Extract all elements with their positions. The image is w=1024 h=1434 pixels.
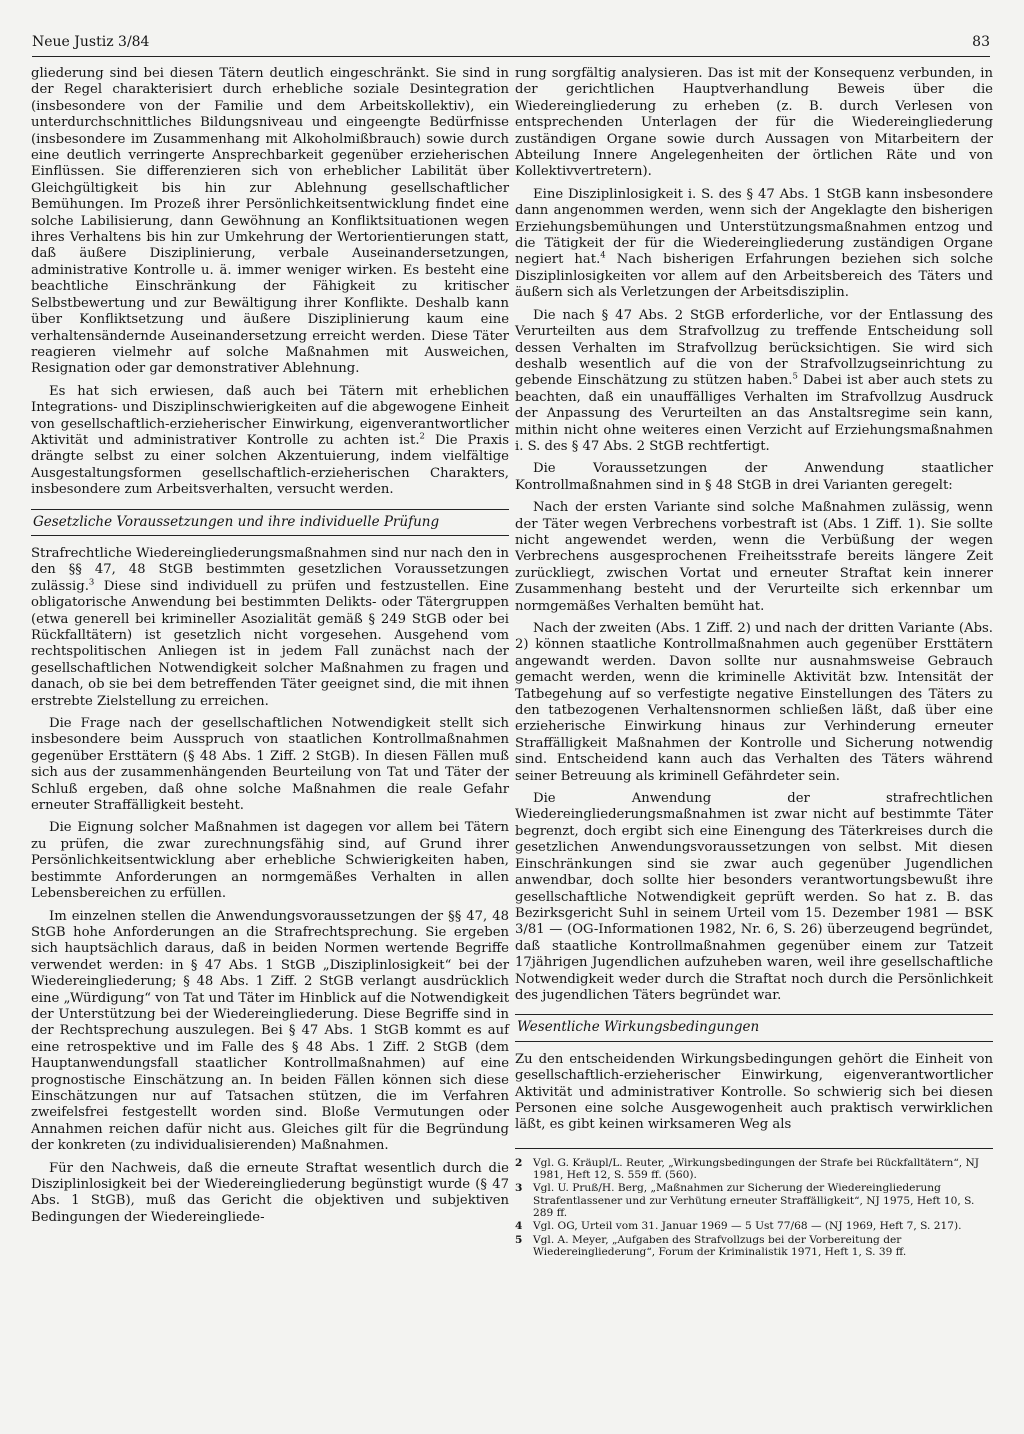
paragraph: Die Frage nach der gesellschaftlichen Notwendigkeit stellt sich insbesondere beim Ausspruch von staatlichen Kontrollmaßnahmen gegenüber Ersttätern (§ 48 Abs. 1 Ziff. 2 StGB). In diesen Fällen muß sich aus der zusammenhängenden Beurteilung von Tat und Täter der Schluß ergeben, daß ohne solche Maßnahmen die reale Gefahr erneuter Straffälligkeit besteht. <box>31 716 509 814</box>
section-heading: Gesetzliche Voraussetzungen und ihre individuelle Prüfung <box>31 509 509 536</box>
footnote-number: 3 <box>515 1182 523 1195</box>
footnote-number: 5 <box>515 1233 523 1246</box>
paragraph: Nach der ersten Variante sind solche Maßnahmen zulässig, wenn der Täter wegen Verbrechens vorbestraft ist (Abs. 1 Ziff. 1). Sie sollte nicht angewendet werden, wenn die Verbüßung der wegen Verbrechens ausgesprochenen Freiheitsstrafe bereits längere Zeit zurückliegt, zwischen Vortat und erneuter Straftat kein innerer Zusammenhang besteht und der Verurteilte sich erkennbar um normgemäßes Verhalten bemüht hat. <box>515 500 993 614</box>
footnote <box>515 1182 993 1219</box>
footnote-ref[interactable]: 2 <box>419 431 425 442</box>
paragraph: Eine Disziplinlosigkeit i. S. des § 47 Abs. 1 StGB kann insbesondere dann angenommen werden, wenn sich der Angeklagte den bisherigen Erziehungsbemühungen und Unterstützungsmaßnahmen entzog und die Tätigkeit der für die Wiedereingliederung zuständigen Organe negiert hat.$^4$ Nach bisherigen Erfahrungen beziehen sich solche Disziplinlosigkeiten vor allem auf den Arbeitsbereich des Täters und äußern sich als Verletzungen der Arbeitsdisziplin. <box>515 186 993 301</box>
paragraph: rung sorgfältig analysieren. Das ist mit der Konsequenz verbunden, in der gerichtlichen Hauptverhandlung Beweis über die Wiedereingliederung zu erheben (z. B. durch Verlesen von entsprechenden Unterlagen der für die Wiedereingliederung zuständigen Organe sowie durch Aussagen von Mitarbeitern der Abteilung Innere Angelegenheiten der örtlichen Räte und von Kollektivvertretern). <box>515 66 993 180</box>
footnote-ref[interactable]: 4 <box>600 251 606 262</box>
section-heading: Wesentliche Wirkungsbedingungen <box>515 1014 993 1041</box>
footnote-text: Vgl. A. Meyer, „Aufgaben des Strafvollzugs bei der Vorbereitung der Wiedereingliederung“, Forum der Kriminalistik 1971, Heft 1, S. 39 ff. <box>533 1233 907 1258</box>
right-column <box>515 66 993 1259</box>
paragraph: Die nach § 47 Abs. 2 StGB erforderliche, vor der Entlassung des Verurteilten aus dem Strafvollzug zu treffende Entscheidung soll dessen Verhalten im Strafvollzug berücksichtigen. Sie wird sich deshalb wesentlich auf die von der Strafvollzugseinrichtung zu gebende Einschätzung zu stützen haben.$^5$ Dabei ist aber auch stets zu beachten, daß ein unauffälliges Verhalten im Strafvollzug Ausdruck der Anpassung des Verurteilten an das Anstaltsregime sein kann, mithin nicht ohne weiteres einen Verzicht auf Erziehungsmaßnahmen i. S. des § 47 Abs. 2 StGB rechtfertigt. <box>515 307 993 454</box>
paragraph: Die Anwendung der strafrechtlichen Wiedereingliederungsmaßnahmen ist zwar nicht auf bestimmte Täter begrenzt, doch ergibt sich eine Einengung des Täterkreises durch die gesetzlichen Anwendungsvoraussetzungen von selbst. Mit diesen Einschränkungen sind sie zwar auch gegenüber Jugendlichen anwendbar, doch sollte hier besonders verantwortungsbewußt ihre gesellschaftliche Notwendigkeit geprüft werden. So hat z. B. das Bezirksgericht Suhl in seinem Urteil vom 15. Dezember 1981 — BSK 3/81 — (OG-Informationen 1982, Nr. 6, S. 26) überzeugend begründet, daß staatliche Kontrollmaßnahmen gegenüber einem zur Tatzeit 17jährigen Jugendlichen aufzuheben waren, weil ihre gesellschaftliche Notwendigkeit weder durch die Straftat noch durch die Persönlichkeit des jugendlichen Täters begründet war. <box>515 791 993 1003</box>
footnotes <box>515 1148 993 1258</box>
paragraph: Es hat sich erwiesen, daß auch bei Tätern mit erheblichen Integrations- und Disziplinschwierigkeiten auf die abgewogene Einheit von gesellschaftlich-erzieherischer Einwirkung, eigenverantwortlicher Aktivität und administrativer Kontrolle zu achten ist.$^2$ Die Praxis drängte selbst zu einer solchen Akzentuierung, indem vielfältige Ausgestaltungsformen gesellschaftlich-erzieherischen Charakters, insbesondere zum Arbeitsverhalten, versucht werden. <box>31 383 509 498</box>
footnote-text: Vgl. G. Kräupl/L. Reuter, „Wirkungsbedingungen der Strafe bei Rückfalltätern“, NJ 1981, Heft 12, S. 559 ff. (560). <box>533 1156 980 1182</box>
paragraph: Strafrechtliche Wiedereingliederungsmaßnahmen sind nur nach den in den §§ 47, 48 StGB bestimmten gesetzlichen Voraussetzungen zulässig.$^3$ Diese sind individuell zu prüfen und festzustellen. Eine obligatorische Anwendung bei bestimmten Delikts- oder Tätergruppen (etwa generell bei krimineller Asozialität gemäß § 249 StGB oder bei Rückfalltätern) ist gesetzlich nicht vorgesehen. Ausgehend vom rechtspolitischen Anliegen ist in jedem Fall zunächst nach der gesellschaftlichen Notwendigkeit solcher Maßnahmen zu fragen und danach, ob sie bei dem betreffenden Täter geeignet sind, die mit ihnen erstrebte Zielstellung zu erreichen. <box>31 545 509 709</box>
page-number: 83 <box>972 34 990 50</box>
paragraph: Für den Nachweis, daß die erneute Straftat wesentlich durch die Disziplinlosigkeit bei der Wiedereingliederung begünstigt wurde (§ 47 Abs. 1 StGB), muß das Gericht die objektiven und subjektiven Bedingungen der Wiedereingliede- <box>31 1160 509 1225</box>
footnote-number: 2 <box>515 1156 523 1169</box>
paragraph: Zu den entscheidenden Wirkungsbedingungen gehört die Einheit von gesellschaftlich-erzieherischer Einwirkung, eigenverantwortlicher Aktivität und administrativer Kontrolle. So schwierig sich bei diesen Personen eine solche Ausgewogenheit auch praktisch verwirklichen läßt, es gibt keinen wirksameren Weg als <box>515 1051 993 1133</box>
footnote-text: Vgl. U. Pruß/H. Berg, „Maßnahmen zur Sicherung der Wiedereingliederung Strafentlassener und zur Verhütung erneuter Straffälligkeit“, NJ 1975, Heft 10, S. 289 ff. <box>533 1182 975 1219</box>
paragraph: gliederung sind bei diesen Tätern deutlich eingeschränkt. Sie sind in der Regel charakterisiert durch erhebliche soziale Desintegration (insbesondere von der Familie und dem Arbeitskollektiv), ein unterdurchschnittliches Bildungsniveau und eingeengte Bedürfnisse (insbesondere im Zusammenhang mit Alkoholmißbrauch) sowie durch eine deutlich verringerte Ansprechbarkeit gegenüber erzieherischen Einflüssen. Sie differenzieren sich von erheblicher Labilität über Gleichgültigkeit bis hin zur Ablehnung gesellschaftlicher Bemühungen. Im Prozeß ihrer Persönlichkeitsentwicklung findet eine solche Labilisierung, dann Gewöhnung an Konfliktsituationen wegen ihres Verhaltens bis hin zur Umkehrung der Wertorientierungen statt, daß äußere Disziplinierung, verbale Auseinandersetzungen, administrative Kontrolle u. ä. immer weniger wirken. Es besteht eine beachtliche Einschränkung der Fähigkeit zu kritischer Selbstbewertung und zur Bewältigung ihrer Konflikte. Deshalb kann über Konfliktsetzung und äußere Disziplinierung kaum eine verhaltensändernde Auseinandersetzung erreicht werden. Diese Täter reagieren vielmehr auf solche Maßnahmen mit Ausweichen, Resignation oder gar demonstrativer Ablehnung. <box>31 66 509 377</box>
left-column <box>31 66 509 1232</box>
footnote-number: 4 <box>515 1220 523 1233</box>
footnote-ref[interactable]: 5 <box>792 371 798 382</box>
paragraph: Die Voraussetzungen der Anwendung staatlicher Kontrollmaßnahmen sind in § 48 StGB in drei Varianten geregelt: <box>515 461 993 493</box>
paragraph: Nach der zweiten (Abs. 1 Ziff. 2) und nach der dritten Variante (Abs. 2) können staatliche Kontrollmaßnahmen auch gegenüber Ersttätern angewandt werden. Davon sollte nur ausnahmsweise Gebrauch gemacht werden, wenn die kriminelle Aktivität bzw. Intensität der Tatbegehung auf so verfestigte negative Einstellungen des Täters zu den tatbezogenen Verhaltensnormen schließen läßt, daß über eine erzieherische Einwirkung hinaus zur Verhinderung erneuter Straffälligkeit Maßnahmen der Kontrolle und Sicherung notwendig sind. Entscheidend kann auch das Verhalten des Täters während seiner Betreuung als kriminell Gefährdeter sein. <box>515 621 993 784</box>
paragraph: Im einzelnen stellen die Anwendungsvoraussetzungen der §§ 47, 48 StGB hohe Anforderungen an die Strafrechtsprechung. Sie ergeben sich hauptsächlich daraus, daß in beiden Normen wertende Begriffe verwendet werden: in § 47 Abs. 1 StGB „Disziplinlosigkeit“ bei der Wiedereingliederung; § 48 Abs. 1 Ziff. 2 StGB verlangt ausdrücklich eine „Würdigung“ von Tat und Täter im Hinblick auf die Notwendigkeit der Unterstützung bei der Wiedereingliederung. Diese Begriffe sind in der Rechtsprechung auszulegen. Bei § 47 Abs. 1 StGB kommt es auf eine retrospektive und im Falle des § 48 Abs. 1 Ziff. 2 StGB (dem Hauptanwendungsfall staatlicher Kontrollmaßnahmen) auf eine prognostische Einschätzung an. In beiden Fällen können sich diese Einschätzungen nur auf Tatsachen stützen, die im Verfahren zweifelsfrei festgestellt worden sind. Bloße Vermutungen oder Annahmen reichen dafür nicht aus. Gleiches gilt für die Begründung der konkreten (zu individualisierenden) Maßnahmen. <box>31 908 509 1154</box>
footnote <box>515 1157 993 1182</box>
running-header <box>32 34 990 57</box>
footnote-text: Vgl. OG, Urteil vom 31. Januar 1969 — 5 Ust 77/68 — (NJ 1969, Heft 7, S. 217). <box>533 1220 962 1233</box>
footnote-ref[interactable]: 3 <box>88 577 95 588</box>
footnote <box>515 1220 993 1232</box>
paragraph: Die Eignung solcher Maßnahmen ist dagegen vor allem bei Tätern zu prüfen, die zwar zurechnungsfähig sind, auf Grund ihrer Persönlichkeitsentwicklung aber erhebliche Schwierigkeiten haben, bestimmte Anforderungen an normgemäßes Verhalten in allen Lebensbereichen zu erfüllen. <box>31 820 509 902</box>
journal-issue: Neue Justiz 3/84 <box>32 34 150 50</box>
footnote <box>515 1234 993 1259</box>
